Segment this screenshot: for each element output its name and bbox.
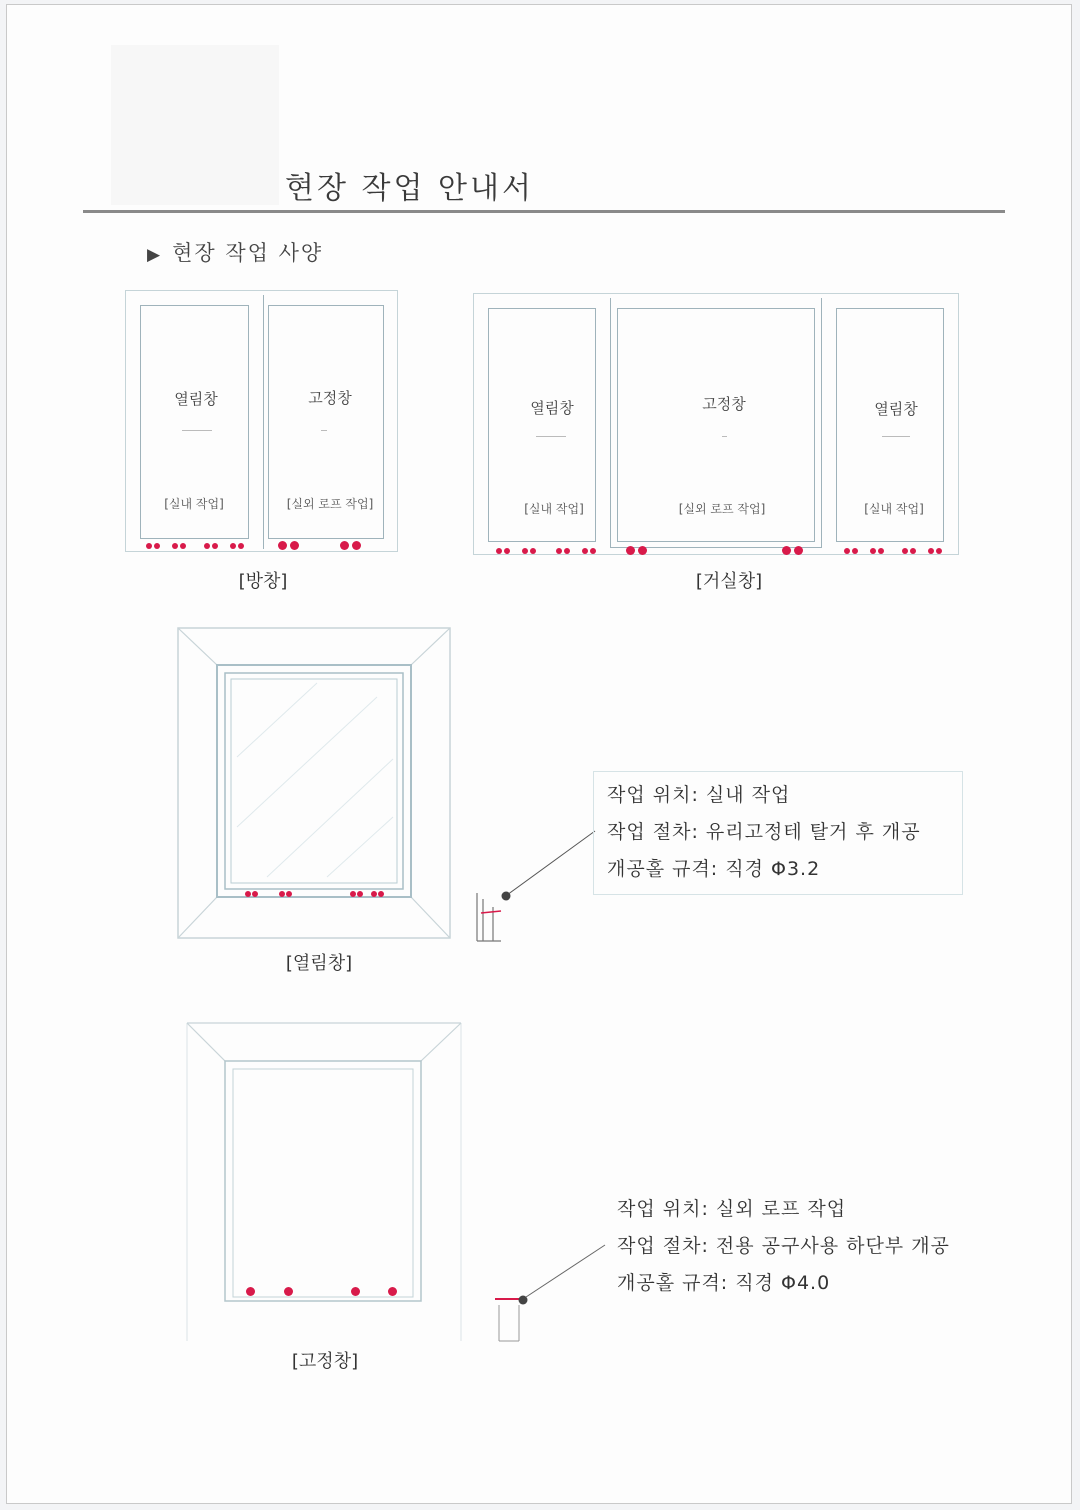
hole-marker [172, 543, 178, 549]
hole-marker [878, 548, 884, 554]
living-window-center-tick [722, 436, 727, 437]
hole-marker [340, 541, 349, 550]
hole-marker [496, 548, 502, 554]
hole-marker [794, 546, 803, 555]
hole-marker [284, 1287, 293, 1296]
room-window-left-tick [182, 430, 212, 431]
fixed-window-hole-spec: 개공홀 규격: 직경 Φ4.0 [617, 1272, 831, 1294]
living-window-caption: [거실창] [695, 571, 763, 592]
hole-marker [564, 548, 570, 554]
opening-window-caption: [열림창] [285, 953, 353, 974]
hole-marker [378, 891, 384, 897]
hole-marker [278, 541, 287, 550]
hole-marker [290, 541, 299, 550]
fixed-window-info [617, 1191, 950, 1302]
hole-marker [212, 543, 218, 549]
hole-marker [350, 891, 356, 897]
room-window-right-pane [263, 295, 264, 549]
living-window-left-note: [실내 작업] [524, 502, 584, 516]
opening-window-hole-spec: 개공홀 규격: 직경 Φ3.2 [607, 858, 821, 880]
triangle-bullet-icon: ▶ [147, 245, 163, 265]
section-heading-text: 현장 작업 사양 [172, 241, 324, 265]
fixed-window-procedure: 작업 절차: 전용 공구사용 하단부 개공 [617, 1235, 950, 1257]
hole-marker [357, 891, 363, 897]
document-page [6, 4, 1072, 1504]
opening-window-location: 작업 위치: 실내 작업 [607, 784, 791, 806]
section-heading [147, 237, 323, 267]
living-window-center-label: 고정창 [702, 395, 746, 413]
hole-marker [928, 548, 934, 554]
hole-marker [638, 546, 647, 555]
living-window-right-tick [882, 436, 910, 437]
hole-marker [870, 548, 876, 554]
hole-marker [252, 891, 258, 897]
logo-area [111, 45, 279, 205]
hole-marker [522, 548, 528, 554]
hole-marker [230, 543, 236, 549]
hole-marker [238, 543, 244, 549]
living-window-center-note: [실외 로프 작업] [678, 502, 766, 516]
hole-marker [204, 543, 210, 549]
hole-marker [582, 548, 588, 554]
hole-marker [352, 541, 361, 550]
hole-marker [852, 548, 858, 554]
opening-window-drawing [177, 627, 453, 941]
hole-marker [180, 543, 186, 549]
room-window-right-note: [실외 로프 작업] [286, 497, 374, 511]
living-window-right-label: 열림창 [874, 400, 918, 418]
hole-marker [782, 546, 791, 555]
room-window-right-tick [321, 430, 327, 431]
room-window-left-note: [실내 작업] [164, 497, 224, 511]
room-window-caption: [방창] [238, 571, 288, 592]
hole-marker [910, 548, 916, 554]
opening-window-procedure: 작업 절차: 유리고정테 탈거 후 개공 [607, 821, 921, 843]
room-window-left-label: 열림창 [174, 390, 218, 408]
living-window-diagram [473, 293, 959, 555]
hole-marker [936, 548, 942, 554]
hole-marker [902, 548, 908, 554]
opening-window-section-detail [473, 795, 613, 945]
hole-marker [246, 1287, 255, 1296]
hole-marker [286, 891, 292, 897]
hole-marker [590, 548, 596, 554]
hole-marker [146, 543, 152, 549]
hole-marker [844, 548, 850, 554]
hole-marker [626, 546, 635, 555]
document-title: 현장 작업 안내서 [285, 171, 534, 206]
fixed-window-section-detail [473, 1237, 623, 1347]
living-window-left-tick [536, 436, 566, 437]
fixed-window-location: 작업 위치: 실외 로프 작업 [617, 1198, 847, 1220]
room-window-right-label: 고정창 [308, 389, 352, 407]
hole-marker [504, 548, 510, 554]
hole-marker [530, 548, 536, 554]
room-window-diagram [125, 290, 398, 552]
hole-marker [556, 548, 562, 554]
hole-marker [154, 543, 160, 549]
hole-marker [371, 891, 377, 897]
fixed-window-drawing [185, 1021, 465, 1343]
title-divider [83, 210, 1005, 213]
hole-marker [245, 891, 251, 897]
living-window-left-label: 열림창 [530, 399, 574, 417]
fixed-window-caption: [고정창] [291, 1351, 359, 1372]
opening-window-info [607, 777, 921, 888]
hole-marker [351, 1287, 360, 1296]
hole-marker [279, 891, 285, 897]
living-window-right-note: [실내 작업] [864, 502, 924, 516]
hole-marker [388, 1287, 397, 1296]
